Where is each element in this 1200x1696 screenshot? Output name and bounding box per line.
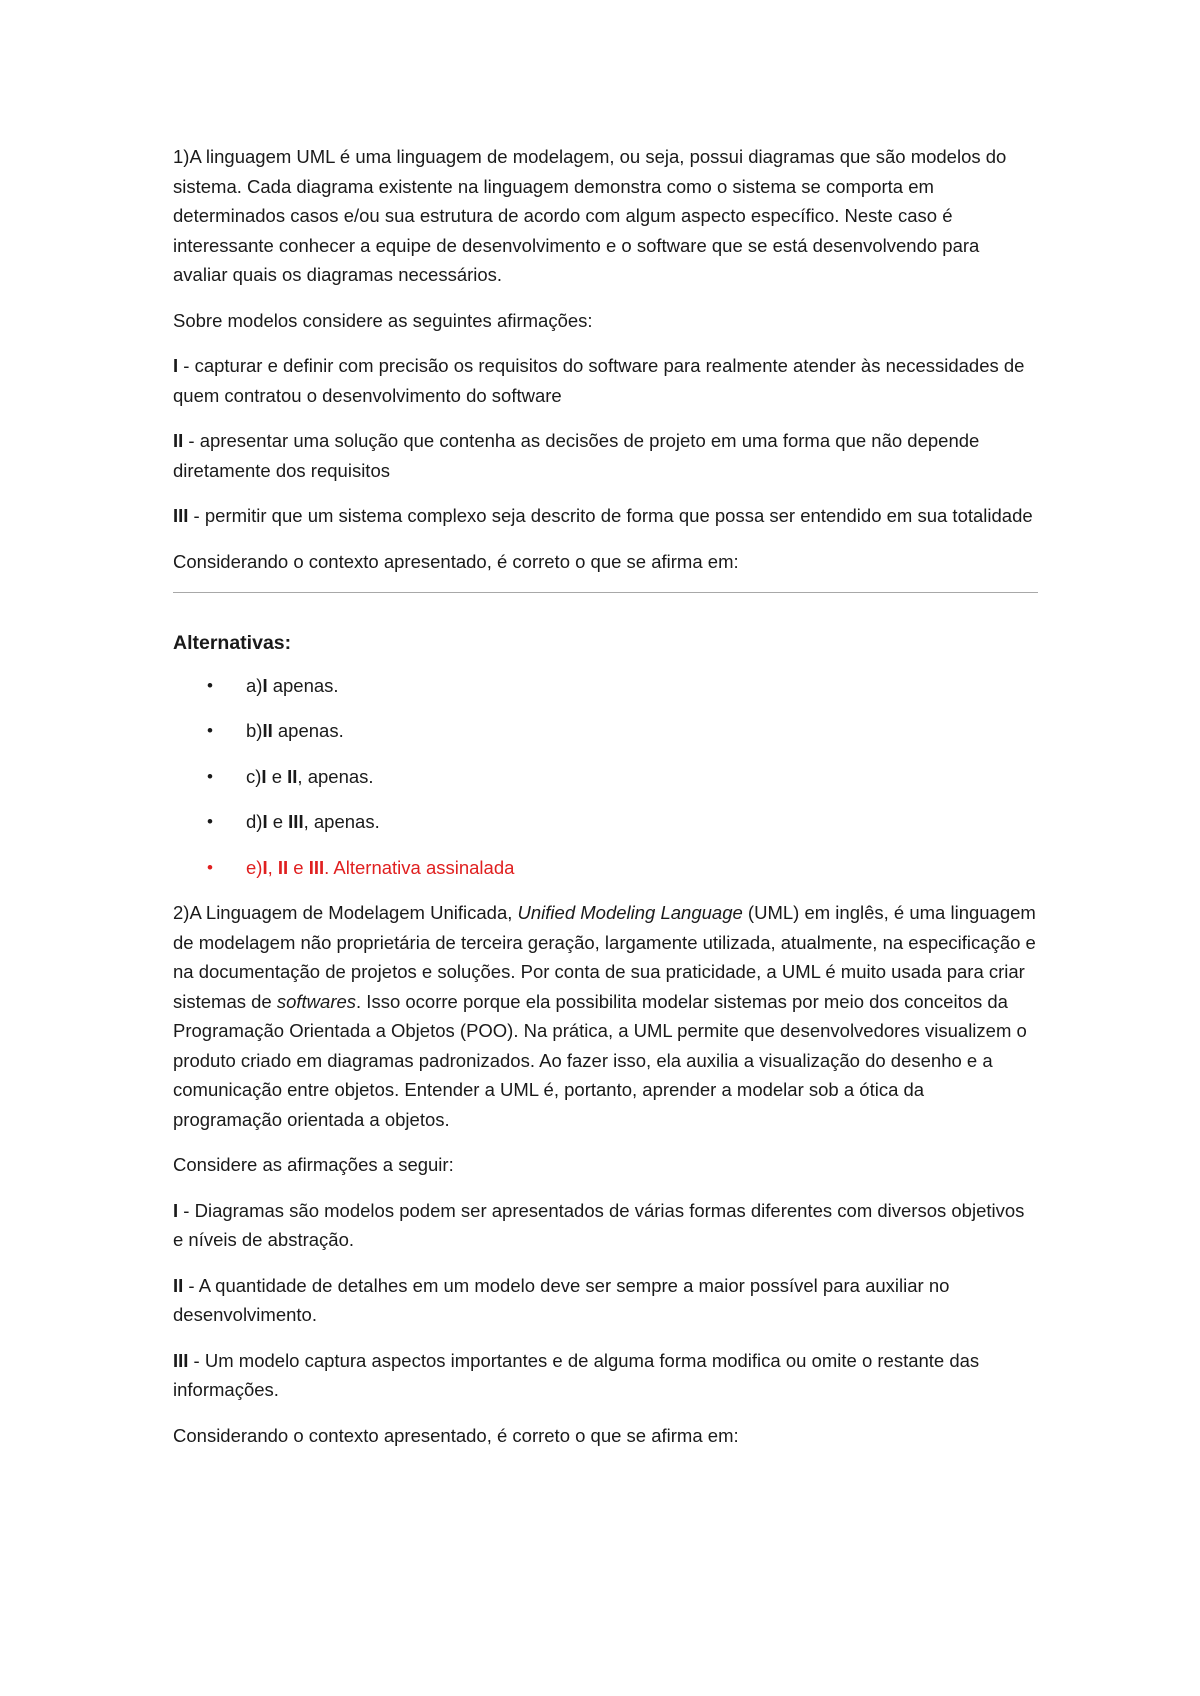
text-run: . Isso ocorre porque ela possibilita modelar sistemas por meio dos conceitos da Programação Orientada a Objetos (POO). Na prática, a UML permite que desenvolvedores visualizem o produto criado em diagramas padronizados. Ao fazer isso, ela auxilia a visualização do desenho e a comunicação entre objetos. Entender a UML é, portanto, aprender a modelar sob a ótica da programação orientada a objetos. (173, 990, 1027, 1130)
statement-number: III (173, 505, 189, 526)
horizontal-divider (173, 592, 1038, 593)
alternative-letter: d) (246, 811, 263, 832)
text-run: softwares (276, 990, 357, 1012)
q1-statement-3: III - permitir que um sistema complexo seja descrito de forma que possa ser entendido em sua totalidade (173, 505, 1033, 526)
text-run: apenas. (267, 674, 339, 696)
text-run: I (261, 765, 267, 787)
text-run: III (308, 856, 325, 878)
alternative-letter: c) (246, 765, 262, 787)
statement-text: Diagramas são modelos podem ser apresentados de várias formas diferentes com diversos objetivos e níveis de abstração. (173, 1199, 1025, 1250)
alternative-item[interactable] (173, 853, 1038, 883)
statement-number: II (173, 430, 184, 451)
alternative-letter: e) (246, 856, 263, 878)
q2-lead: Considere as afirmações a seguir: (173, 1154, 454, 1175)
text-run: e (288, 856, 309, 878)
alternative-item[interactable] (173, 762, 1038, 792)
text-run: , (267, 856, 278, 878)
text-run: II (277, 856, 289, 878)
alternative-item[interactable] (173, 671, 1038, 701)
text-run: II (262, 720, 273, 741)
statement-text: permitir que um sistema complexo seja descrito de forma que possa ser entendido em sua totalidade (204, 505, 1033, 526)
alternative-item[interactable] (173, 807, 1038, 837)
text-run: , apenas. (303, 811, 380, 832)
text-run: 2)A Linguagem de Modelagem Unificada, (173, 902, 518, 923)
statement-number: III (173, 1349, 189, 1371)
statement-text: Um modelo captura aspectos importantes e de alguma forma modifica ou omite o restante das informações. (173, 1349, 980, 1400)
alternative-item[interactable] (173, 716, 1038, 746)
q2-statement-2: II - A quantidade de detalhes em um modelo deve ser sempre a maior possível para auxiliar no desenvolvimento. (173, 1274, 950, 1325)
q2-statement-3: III - Um modelo captura aspectos importantes e de alguma forma modifica ou omite o restante das informações. (173, 1349, 980, 1400)
q2-intro (173, 898, 1038, 1134)
statement-number: I (173, 355, 179, 376)
text-run: , apenas. (297, 765, 374, 787)
text-run: I (262, 674, 268, 696)
bullet-icon: • (207, 857, 213, 877)
q1-statement-2: II - apresentar uma solução que contenha as decisões de projeto em uma forma que não depende diretamente dos requisitos (173, 430, 980, 481)
q2-question: Considerando o contexto apresentado, é correto o que se afirma em: (173, 1424, 739, 1446)
text-run: I (262, 811, 268, 832)
q1-question: Considerando o contexto apresentado, é correto o que se afirma em: (173, 550, 739, 572)
q2-statement-1: I - Diagramas são modelos podem ser apresentados de várias formas diferentes com diversos objetivos e níveis de abstração. (173, 1199, 1025, 1250)
statement-number: II (173, 1274, 184, 1296)
bullet-icon: • (207, 812, 213, 831)
bullet-icon: • (207, 675, 213, 695)
q1-intro: 1)A linguagem UML é uma linguagem de modelagem, ou seja, possui diagramas que são modelos do sistema. Cada diagrama existente na linguagem demonstra como o sistema se comporta em determinados casos e/ou sua estrutura de acordo com algum aspecto específico. Neste caso é interessante conhecer a equipe de desenvolvimento e o software que se está desenvolvendo para avaliar quais os diagramas necessários. (173, 146, 1007, 285)
q1-lead: Sobre modelos considere as seguintes afirmações: (173, 309, 593, 331)
document-page (173, 142, 1038, 1466)
text-run: I (262, 856, 268, 878)
alternatives-heading: Alternativas: (173, 632, 292, 654)
bullet-icon: • (207, 766, 213, 786)
statement-text: capturar e definir com precisão os requisitos do software para realmente atender às necessidades de quem contratou o desenvolvimento do software (173, 355, 1025, 406)
alternative-letter: a) (246, 674, 263, 696)
alternatives-list (173, 671, 1038, 883)
text-run: III (288, 811, 304, 832)
text-run: Unified Modeling Language (517, 902, 743, 923)
text-run: II (287, 765, 298, 787)
text-run: . Alternativa assinalada (324, 856, 515, 878)
text-run: e (266, 765, 288, 787)
text-run: apenas. (272, 720, 344, 741)
bullet-icon: • (207, 721, 213, 740)
statement-text: A quantidade de detalhes em um modelo deve ser sempre a maior possível para auxiliar no desenvolvimento. (173, 1274, 950, 1325)
statement-number: I (173, 1199, 179, 1221)
alternative-letter: b) (246, 720, 263, 741)
statement-text: apresentar uma solução que contenha as decisões de projeto em uma forma que não depende diretamente dos requisitos (173, 430, 980, 481)
q1-statement-1: I - capturar e definir com precisão os requisitos do software para realmente atender às necessidades de quem contratou o desenvolvimento do software (173, 355, 1025, 406)
text-run: e (267, 811, 289, 832)
text-run: (UML) em inglês, é uma linguagem de modelagem não proprietária de terceira geração, largamente utilizada, atualmente, na especificação e na documentação de projetos e soluções. Por conta de sua praticidade, a UML é muito usada para criar sistemas de (173, 902, 1036, 1012)
